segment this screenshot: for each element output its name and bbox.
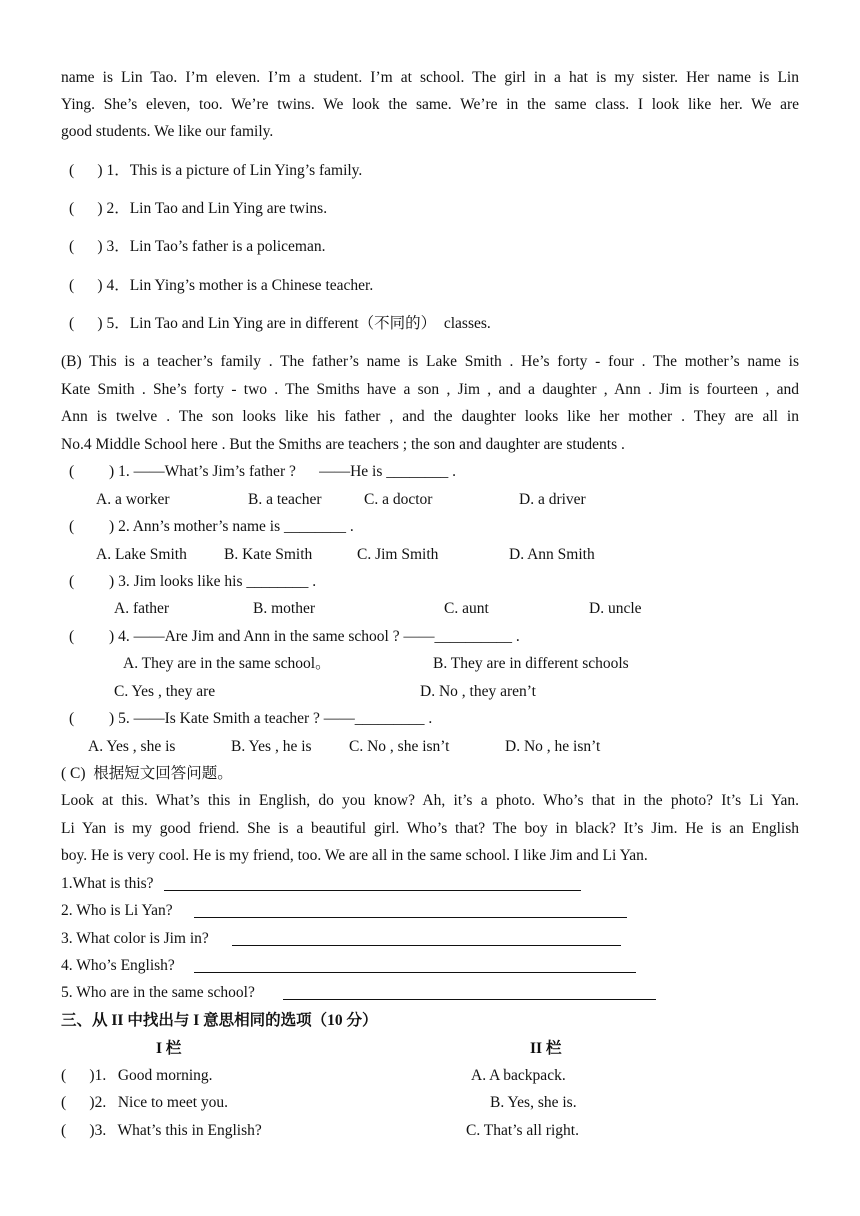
question-a-1: ( ) 1．This is a picture of Lin Ying’s family.	[69, 162, 363, 179]
question-b-4: ( ) 4. ——Are Jim and Ann in the same school ? ——__________ .	[69, 628, 520, 645]
answer-line-c-2	[218, 917, 627, 918]
option-b2-a: A. Lake Smith	[96, 546, 187, 563]
passage-a-line-1: name is Lin Tao. I’m eleven. I’m a student. I’m at school. The girl in a hat is my sister. Her name is Lin	[61, 69, 799, 86]
option-b1-a: A. a worker	[96, 491, 170, 508]
column-ii-header: II 栏	[530, 1040, 562, 1057]
option-b2-b: B. Kate Smith	[224, 546, 313, 563]
passage-a-line-3: good students. We like our family.	[61, 123, 274, 140]
option-b5-b: B. Yes , he is	[231, 738, 312, 755]
question-c-4: 4. Who’s English?	[61, 957, 175, 974]
match-right-b: B. Yes, she is.	[490, 1094, 577, 1111]
match-right-c: C. That’s all right.	[466, 1122, 579, 1139]
passage-b-line-1: (B) This is a teacher’s family . The father’s name is Lake Smith . He’s forty - four . The mother’s name is	[61, 353, 799, 370]
question-b-1: ( ) 1. ——What’s Jim’s father ? ——He is ________ .	[69, 463, 457, 480]
answer-line-c-4a	[194, 972, 246, 973]
passage-b-line-4: No.4 Middle School here . But the Smiths are teachers ; the son and daughter are students .	[61, 436, 625, 453]
option-b2-d: D. Ann Smith	[509, 546, 595, 563]
question-a-3: ( ) 3．Lin Tao’s father is a policeman.	[69, 238, 326, 255]
question-a-4: ( ) 4．Lin Ying’s mother is a Chinese teacher.	[69, 277, 374, 294]
answer-line-c-2a	[194, 917, 218, 918]
question-a-5: ( ) 5．Lin Tao and Lin Ying are in different（不同的） classes.	[69, 315, 491, 332]
option-b4-c: C. Yes , they are	[114, 683, 216, 700]
option-b3-d: D. uncle	[589, 600, 642, 617]
question-b-5: ( ) 5. ——Is Kate Smith a teacher ? ——_________ .	[69, 710, 433, 727]
option-b3-b: B. mother	[253, 600, 315, 617]
option-b1-c: C. a doctor	[364, 491, 433, 508]
option-b1-d: D. a driver	[519, 491, 586, 508]
question-c-3: 3. What color is Jim in?	[61, 930, 209, 947]
section-3-heading: 三、从 II 中找出与 I 意思相同的选项（10 分）	[61, 1012, 378, 1029]
passage-c-line-2: Li Yan is my good friend. She is a beautiful girl. Who’s that? The boy in black? It’s Jim. He is an English	[61, 820, 799, 837]
question-c-5: 5. Who are in the same school?	[61, 984, 255, 1001]
passage-c-line-1: Look at this. What’s this in English, do you know? Ah, it’s a photo. Who’s that in the photo? It’s Li Yan.	[61, 792, 799, 809]
passage-b-line-3: Ann is twelve . The son looks like his father , and the daughter looks like her mother . They are all in	[61, 408, 799, 425]
question-b-2: ( ) 2. Ann’s mother’s name is ________ .	[69, 518, 354, 535]
question-b-3: ( ) 3. Jim looks like his ________ .	[69, 573, 317, 590]
section-c-heading: ( C) 根据短文回答问题。	[61, 765, 233, 782]
option-b5-a: A. Yes , she is	[88, 738, 176, 755]
question-a-2: ( ) 2．Lin Tao and Lin Ying are twins.	[69, 200, 328, 217]
option-b4-d: D. No , they aren’t	[420, 683, 536, 700]
option-b4-b: B. They are in different schools	[433, 655, 629, 672]
option-b3-c: C. aunt	[444, 600, 489, 617]
match-right-a: A. A backpack.	[471, 1067, 566, 1084]
passage-c-line-3: boy. He is very cool. He is my friend, too. We are all in the same school. I like Jim and Li Yan.	[61, 847, 648, 864]
answer-line-c-5b	[289, 999, 464, 1000]
match-left-2: ( )2. Nice to meet you.	[61, 1094, 229, 1111]
column-i-header: I 栏	[156, 1040, 182, 1057]
question-c-1: 1.What is this?	[61, 875, 154, 892]
answer-line-c-1	[164, 890, 581, 891]
answer-line-c-4	[246, 972, 636, 973]
option-b5-d: D. No , he isn’t	[505, 738, 601, 755]
option-b3-a: A. father	[114, 600, 170, 617]
passage-a-line-2: Ying. She’s eleven, too. We’re twins. We look the same. We’re in the same class. I look like her. We are	[61, 96, 799, 113]
option-b4-a: A. They are in the same school。	[123, 655, 331, 672]
match-left-3: ( )3. What’s this in English?	[61, 1122, 262, 1139]
match-left-1: ( )1. Good morning.	[61, 1067, 213, 1084]
passage-b-line-2: Kate Smith . She’s forty - two . The Smiths have a son , Jim , and a daughter , Ann . Jim is fourteen , and	[61, 381, 799, 398]
answer-line-c-3	[242, 945, 621, 946]
option-b1-b: B. a teacher	[248, 491, 322, 508]
answer-line-c-3a	[232, 945, 242, 946]
option-b2-c: C. Jim Smith	[357, 546, 439, 563]
question-c-2: 2. Who is Li Yan?	[61, 902, 173, 919]
answer-line-c-5	[464, 999, 656, 1000]
option-b5-c: C. No , she isn’t	[349, 738, 450, 755]
